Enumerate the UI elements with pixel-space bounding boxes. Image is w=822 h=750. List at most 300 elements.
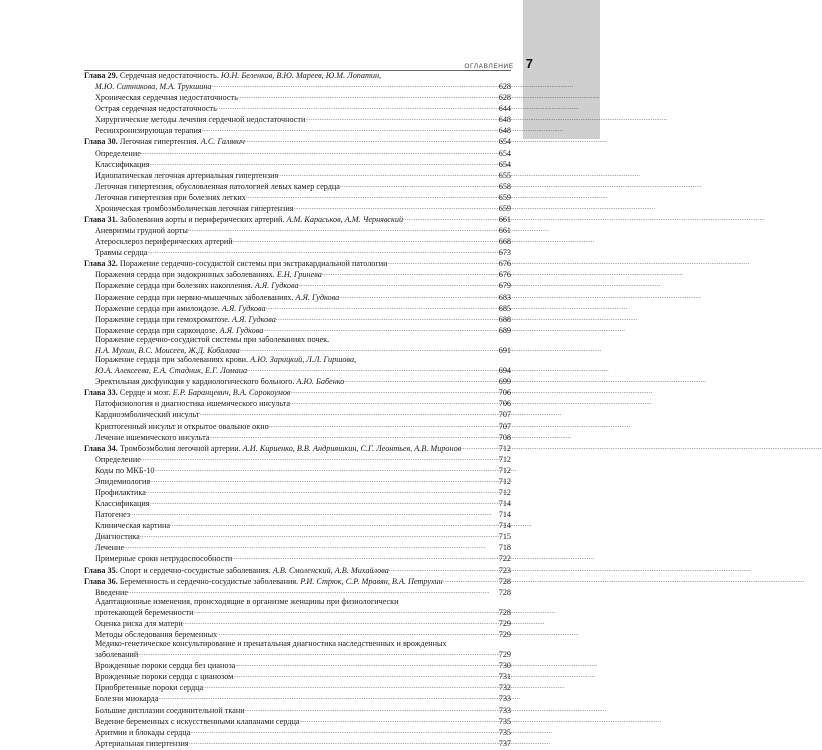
entry-title: Тромбоэмболия легочной артерии. bbox=[117, 443, 243, 453]
entry-title: Клиническая картина bbox=[95, 521, 171, 531]
entry-page: 729 bbox=[498, 650, 511, 660]
chapter-label: Глава 30. bbox=[84, 137, 118, 147]
table-of-contents bbox=[84, 71, 511, 748]
dot-leader bbox=[322, 268, 499, 279]
entry-page: 714 bbox=[498, 510, 511, 520]
running-header bbox=[415, 56, 533, 70]
entry-title: Спорт и сердечно-сосудистые заболевания. bbox=[117, 565, 273, 575]
toc-entry bbox=[84, 497, 511, 508]
entry-text bbox=[84, 388, 290, 397]
entry-text bbox=[95, 410, 199, 419]
entry-page: 712 bbox=[498, 476, 511, 486]
entry-title: Методы обследования беременных bbox=[95, 629, 218, 639]
dot-leader bbox=[263, 324, 498, 335]
entry-page: 691 bbox=[498, 345, 511, 355]
entry-page: 628 bbox=[498, 82, 511, 92]
toc-entry bbox=[84, 586, 511, 597]
entry-page: 676 bbox=[498, 259, 511, 269]
entry-page: 648 bbox=[498, 115, 511, 125]
entry-page: 654 bbox=[498, 159, 511, 169]
entry-page: 654 bbox=[498, 137, 511, 147]
entry-title: Лечение ишемического инсульта bbox=[95, 432, 210, 442]
entry-page: 728 bbox=[498, 587, 511, 597]
entry-authors: А.В. Смоленский, А.В. Михайлова bbox=[272, 565, 389, 575]
entry-title: Врожденные пороки сердца с цианозом bbox=[95, 672, 234, 682]
entry-text bbox=[95, 293, 339, 302]
toc-entry bbox=[84, 191, 511, 202]
entry-page: 707 bbox=[498, 410, 511, 420]
entry-page: 655 bbox=[498, 170, 511, 180]
dot-leader bbox=[128, 586, 499, 597]
dot-leader bbox=[124, 541, 499, 552]
dot-leader bbox=[189, 737, 499, 748]
entry-text bbox=[95, 355, 356, 364]
dot-leader bbox=[188, 224, 499, 235]
entry-text bbox=[95, 510, 130, 519]
entry-title: Определение bbox=[95, 148, 141, 158]
toc-entry bbox=[84, 80, 511, 91]
entry-page: 712 bbox=[498, 454, 511, 464]
dot-leader bbox=[202, 124, 499, 135]
entry-title: Эпидемиология bbox=[95, 476, 151, 486]
entry-page: 723 bbox=[498, 565, 511, 575]
entry-text bbox=[95, 608, 194, 617]
dot-leader bbox=[247, 364, 499, 375]
toc-entry bbox=[84, 486, 511, 497]
toc-entry bbox=[84, 597, 511, 606]
toc-entry bbox=[84, 420, 511, 431]
entry-text bbox=[95, 248, 147, 257]
entry-title: Поражение сердечно-сосудистой системы при экстракардиальной патологии bbox=[117, 259, 388, 269]
entry-authors: А.Я. Гудкова bbox=[232, 314, 276, 324]
entry-text bbox=[95, 193, 246, 202]
entry-page: 676 bbox=[498, 270, 511, 280]
entry-page: 708 bbox=[498, 432, 511, 442]
entry-text bbox=[95, 281, 299, 290]
toc-entry bbox=[84, 124, 511, 135]
dot-leader bbox=[269, 420, 499, 431]
entry-page: 699 bbox=[498, 377, 511, 387]
entry-title: заболеваний bbox=[95, 650, 139, 660]
entry-text bbox=[95, 160, 150, 169]
entry-page: 712 bbox=[498, 465, 511, 475]
chapter-label: Глава 31. bbox=[84, 215, 118, 225]
dot-leader bbox=[212, 80, 499, 91]
entry-text bbox=[95, 171, 278, 180]
dot-leader bbox=[294, 202, 499, 213]
entry-text bbox=[95, 226, 188, 235]
entry-page: 679 bbox=[498, 281, 511, 291]
entry-text bbox=[95, 619, 183, 628]
entry-title: Легочная гипертензия, обусловленная патологией левых камер сердца bbox=[95, 181, 340, 191]
toc-entry bbox=[84, 648, 511, 659]
entry-title: Травмы сердца bbox=[95, 248, 148, 258]
toc-entry bbox=[84, 737, 511, 748]
entry-text bbox=[95, 455, 141, 464]
dot-leader bbox=[170, 519, 499, 530]
chapter-label: Глава 34. bbox=[84, 443, 118, 453]
entry-text bbox=[95, 717, 299, 726]
entry-page: 654 bbox=[498, 148, 511, 158]
entry-title: Поражение сердца при заболеваниях крови. bbox=[95, 355, 251, 365]
entry-title: Ресинхронизирующая терапия bbox=[95, 126, 202, 136]
dot-leader bbox=[232, 552, 498, 563]
entry-page: 714 bbox=[498, 521, 511, 531]
toc-entry bbox=[84, 519, 511, 530]
toc-entry bbox=[84, 681, 511, 692]
toc-entry bbox=[84, 158, 511, 169]
entry-authors: А.Я. Гудкова bbox=[254, 281, 299, 291]
entry-page: 722 bbox=[498, 554, 511, 564]
toc-entry bbox=[84, 530, 511, 541]
entry-authors: А.С. Галявич bbox=[200, 137, 245, 147]
entry-page: 733 bbox=[498, 705, 511, 715]
dot-leader bbox=[233, 235, 499, 246]
page-number: 7 bbox=[525, 56, 533, 71]
entry-title: Классификация bbox=[95, 159, 150, 169]
dot-leader bbox=[278, 169, 498, 180]
dot-leader bbox=[246, 191, 499, 202]
dot-leader bbox=[194, 606, 499, 617]
entry-authors: Е.Н. Гринева bbox=[276, 270, 322, 280]
entry-page: 707 bbox=[498, 421, 511, 431]
toc-entry bbox=[84, 180, 511, 191]
entry-title: Кардиоэмболический инсульт bbox=[95, 410, 200, 420]
entry-title: Сердечная недостаточность. bbox=[117, 71, 221, 80]
entry-text bbox=[95, 237, 233, 246]
dot-leader bbox=[461, 442, 498, 453]
entry-title: Сердце и мозг. bbox=[117, 388, 173, 398]
entry-title: Медико-генетическое консультирование и пренатальная диагностика наследственных и врожденных bbox=[95, 639, 447, 649]
entry-title: Лечение bbox=[95, 543, 125, 553]
toc-entry bbox=[84, 268, 511, 279]
entry-title: Болезни миокарда bbox=[95, 694, 159, 704]
entry-text bbox=[95, 326, 263, 335]
entry-text bbox=[95, 433, 209, 442]
dot-leader bbox=[150, 475, 499, 486]
entry-title: протекающей беременности bbox=[95, 607, 194, 617]
entry-text bbox=[95, 315, 276, 324]
entry-authors: А.Я. Гудкова bbox=[221, 303, 266, 313]
dot-leader bbox=[339, 291, 498, 302]
entry-title: Патогенез bbox=[95, 510, 131, 520]
entry-text bbox=[84, 577, 443, 586]
entry-page: 729 bbox=[498, 629, 511, 639]
chapter-label: Глава 33. bbox=[84, 388, 118, 398]
entry-title: Большие дисплазии соединительной ткани bbox=[95, 705, 245, 715]
entry-page: 661 bbox=[498, 215, 511, 225]
dot-leader bbox=[290, 397, 499, 408]
dot-leader bbox=[217, 102, 499, 113]
entry-authors: Е.Р. Баранцевич, В.А. Сорокоумов bbox=[172, 388, 291, 398]
entry-authors: А.Ю. Бабенко bbox=[296, 377, 345, 387]
entry-page: 737 bbox=[498, 738, 511, 748]
entry-text bbox=[95, 366, 247, 375]
toc-entry bbox=[84, 541, 511, 552]
entry-text bbox=[95, 650, 138, 659]
toc-entry bbox=[84, 324, 511, 335]
dot-leader bbox=[299, 279, 499, 290]
dot-leader bbox=[140, 530, 499, 541]
dot-leader bbox=[217, 628, 499, 639]
toc-entry bbox=[84, 453, 511, 464]
entry-page: 718 bbox=[498, 543, 511, 553]
entry-text bbox=[95, 477, 150, 486]
toc-entry bbox=[84, 628, 511, 639]
dot-leader bbox=[238, 91, 499, 102]
entry-title: Беременность и сердечно-сосудистые заболевания. bbox=[117, 576, 301, 586]
entry-title: Оценка риска для матери bbox=[95, 618, 183, 628]
entry-text bbox=[95, 672, 233, 681]
dot-leader bbox=[183, 617, 499, 628]
dot-leader bbox=[146, 486, 499, 497]
toc-entry bbox=[84, 475, 511, 486]
dot-leader bbox=[276, 313, 499, 324]
toc-entry bbox=[84, 659, 511, 670]
entry-page: 729 bbox=[498, 618, 511, 628]
entry-page: 628 bbox=[498, 93, 511, 103]
entry-text bbox=[95, 597, 399, 606]
toc-entry bbox=[84, 408, 511, 419]
entry-title: Коды по МКБ-10 bbox=[95, 465, 155, 475]
entry-title: Поражения сердца при эндокринных заболеваниях. bbox=[95, 270, 277, 280]
dot-leader bbox=[199, 408, 498, 419]
entry-text bbox=[95, 182, 340, 191]
toc-entry bbox=[84, 431, 511, 442]
entry-title: Хроническая сердечная недостаточность bbox=[95, 93, 238, 103]
entry-text bbox=[95, 554, 232, 563]
entry-authors: А.Я. Гудкова bbox=[295, 292, 340, 302]
toc-entry bbox=[84, 704, 511, 715]
entry-text bbox=[95, 706, 245, 715]
dot-leader bbox=[344, 375, 498, 386]
entry-title: Врожденные пороки сердца без цианоза bbox=[95, 661, 236, 671]
entry-text bbox=[95, 346, 240, 355]
entry-title: Профилактика bbox=[95, 487, 146, 497]
entry-title: Заболевания аорты и периферических артерий. bbox=[117, 215, 287, 225]
toc-entry bbox=[84, 375, 511, 386]
entry-authors: Ю.Н. Беленков, В.Ю. Мареев, Ю.М. Лопатин, bbox=[220, 71, 382, 80]
entry-title: Диагностика bbox=[95, 532, 140, 542]
dot-leader bbox=[443, 575, 499, 586]
entry-title: Определение bbox=[95, 454, 141, 464]
entry-title: Хирургические методы лечения сердечной недостаточности bbox=[95, 115, 306, 125]
entry-page: 715 bbox=[498, 532, 511, 542]
entry-text bbox=[95, 115, 305, 124]
toc-entry bbox=[84, 235, 511, 246]
entry-page: 685 bbox=[498, 303, 511, 313]
entry-text bbox=[95, 126, 202, 135]
dot-leader bbox=[245, 135, 499, 146]
entry-text bbox=[95, 694, 158, 703]
toc-entry bbox=[84, 508, 511, 519]
toc-entry bbox=[84, 617, 511, 628]
entry-text bbox=[95, 661, 235, 670]
dot-leader bbox=[340, 180, 499, 191]
toc-chapter-entry bbox=[84, 213, 511, 224]
dot-leader bbox=[233, 670, 498, 681]
entry-page: 731 bbox=[498, 672, 511, 682]
toc-entry bbox=[84, 246, 511, 257]
header-title: ОГЛАВЛЕНИЕ bbox=[464, 63, 514, 70]
dot-leader bbox=[155, 464, 499, 475]
entry-page: 661 bbox=[498, 226, 511, 236]
dot-leader bbox=[209, 431, 498, 442]
toc-entry bbox=[84, 639, 511, 648]
entry-page: 732 bbox=[498, 683, 511, 693]
entry-text bbox=[95, 543, 124, 552]
entry-page: 668 bbox=[498, 237, 511, 247]
entry-text bbox=[95, 683, 203, 692]
dot-leader bbox=[138, 648, 498, 659]
entry-title: Поражение сердца при болезнях накопления. bbox=[95, 281, 255, 291]
toc-chapter-entry bbox=[84, 386, 511, 397]
entry-text bbox=[95, 466, 155, 475]
entry-text bbox=[95, 521, 170, 530]
entry-authors: А.Я. Гудкова bbox=[219, 325, 264, 335]
dot-leader bbox=[403, 213, 499, 224]
dot-leader bbox=[147, 246, 498, 257]
entry-text bbox=[95, 377, 344, 386]
dot-leader bbox=[141, 147, 499, 158]
dot-leader bbox=[150, 497, 499, 508]
chapter-label: Глава 32. bbox=[84, 259, 118, 269]
entry-text bbox=[95, 499, 150, 508]
entry-title: Легочная гипертензия при болезнях легких bbox=[95, 192, 246, 202]
toc-entry bbox=[84, 102, 511, 113]
entry-title: Поражение сердца при амилоидозе. bbox=[95, 303, 222, 313]
entry-text bbox=[84, 566, 389, 575]
entry-title: Поражение сердечно-сосудистой системы при заболеваниях почек. bbox=[95, 334, 330, 344]
entry-page: 648 bbox=[498, 126, 511, 136]
entry-title: Артериальная гипертензия bbox=[95, 738, 189, 748]
toc-entry bbox=[84, 670, 511, 681]
entry-title: Поражение сердца при гемохроматозе. bbox=[95, 314, 232, 324]
toc-chapter-entry bbox=[84, 575, 511, 586]
dot-leader bbox=[245, 704, 499, 715]
entry-authors: М.Ю. Ситникова, М.А. Трукшина bbox=[95, 82, 212, 92]
dot-leader bbox=[299, 715, 498, 726]
entry-text bbox=[84, 215, 403, 224]
dot-leader bbox=[130, 508, 499, 519]
entry-text bbox=[95, 630, 217, 639]
entry-page: 714 bbox=[498, 499, 511, 509]
entry-title: Легочная гипертензия. bbox=[117, 137, 201, 147]
entry-page: 673 bbox=[498, 248, 511, 258]
toc-entry bbox=[84, 335, 511, 344]
dot-leader bbox=[240, 344, 499, 355]
entry-authors: А.М. Караськов, А.М. Чернявский bbox=[286, 215, 404, 225]
entry-text bbox=[84, 137, 245, 146]
entry-page: 689 bbox=[498, 325, 511, 335]
chapter-label: Глава 29. bbox=[84, 71, 118, 80]
toc-entry bbox=[84, 91, 511, 102]
entry-page: 659 bbox=[498, 192, 511, 202]
dot-leader bbox=[305, 113, 498, 124]
entry-title: Эректильная дисфункция у кардиологического больного. bbox=[95, 377, 297, 387]
toc-chapter-entry bbox=[84, 257, 511, 268]
entry-text bbox=[95, 149, 141, 158]
dot-leader bbox=[388, 257, 499, 268]
entry-text bbox=[95, 304, 266, 313]
entry-title: Ведение беременных с искусственными клапанами сердца bbox=[95, 716, 300, 726]
toc-entry bbox=[84, 224, 511, 235]
toc-entry bbox=[84, 202, 511, 213]
entry-page: 735 bbox=[498, 727, 511, 737]
entry-authors: Ю.А. Алексеева, Е.А. Стадник, Е.Г. Ломаиа bbox=[95, 366, 248, 376]
chapter-label: Глава 36. bbox=[84, 576, 118, 586]
entry-page: 688 bbox=[498, 314, 511, 324]
entry-text bbox=[95, 588, 128, 597]
entry-title: Примерные сроки нетрудоспособности bbox=[95, 554, 233, 564]
toc-chapter-entry bbox=[84, 71, 511, 80]
entry-title: Идиопатическая легочная артериальная гипертензия bbox=[95, 170, 279, 180]
entry-page: 644 bbox=[498, 104, 511, 114]
dot-leader bbox=[389, 564, 499, 575]
toc-entry bbox=[84, 552, 511, 563]
entry-page: 706 bbox=[498, 388, 511, 398]
entry-text bbox=[95, 488, 146, 497]
entry-text bbox=[95, 204, 294, 213]
entry-text bbox=[84, 444, 461, 453]
toc-entry bbox=[84, 302, 511, 313]
chapter-label: Глава 35. bbox=[84, 565, 118, 575]
toc-entry bbox=[84, 313, 511, 324]
entry-text bbox=[95, 399, 290, 408]
entry-title: Адаптационные изменения, происходящие в организме женщины при физиологически bbox=[95, 596, 399, 606]
entry-text bbox=[84, 71, 381, 80]
entry-page: 735 bbox=[498, 716, 511, 726]
entry-title: Хроническая тромбоэмболическая легочная гипертензия bbox=[95, 203, 294, 213]
toc-entry bbox=[84, 169, 511, 180]
toc-entry bbox=[84, 715, 511, 726]
entry-page: 706 bbox=[498, 399, 511, 409]
toc-entry bbox=[84, 364, 511, 375]
entry-title: Патофизиология и диагностика ишемического инсульта bbox=[95, 399, 290, 409]
entry-text bbox=[84, 259, 388, 268]
toc-entry bbox=[84, 279, 511, 290]
entry-title: Криптогенный инсульт и открытое овальное окно bbox=[95, 421, 269, 431]
entry-title: Классификация bbox=[95, 499, 150, 509]
entry-page: 730 bbox=[498, 661, 511, 671]
entry-page: 712 bbox=[498, 443, 511, 453]
entry-text bbox=[95, 270, 322, 279]
entry-page: 658 bbox=[498, 181, 511, 191]
entry-text bbox=[95, 639, 447, 648]
dot-leader bbox=[290, 386, 498, 397]
entry-page: 712 bbox=[498, 487, 511, 497]
toc-entry bbox=[84, 692, 511, 703]
entry-title: Поражение сердца при нервно-мышечных заболеваниях. bbox=[95, 292, 296, 302]
entry-page: 659 bbox=[498, 203, 511, 213]
entry-text bbox=[95, 104, 217, 113]
toc-chapter-entry bbox=[84, 135, 511, 146]
dot-leader bbox=[150, 158, 499, 169]
entry-page: 683 bbox=[498, 292, 511, 302]
dot-leader bbox=[266, 302, 499, 313]
toc-entry bbox=[84, 291, 511, 302]
entry-text bbox=[95, 422, 269, 431]
entry-authors: Н.А. Мухин, В.С. Моисеев, Ж.Д. Кобалава bbox=[95, 345, 240, 355]
toc-entry bbox=[84, 397, 511, 408]
entry-authors: А.Ю. Зарицкий, Л.Л. Гиршова, bbox=[250, 355, 357, 365]
entry-text bbox=[95, 739, 189, 748]
entry-text bbox=[95, 82, 212, 91]
dot-leader bbox=[235, 659, 498, 670]
dot-leader bbox=[203, 681, 499, 692]
toc-chapter-entry bbox=[84, 442, 511, 453]
toc-entry bbox=[84, 147, 511, 158]
